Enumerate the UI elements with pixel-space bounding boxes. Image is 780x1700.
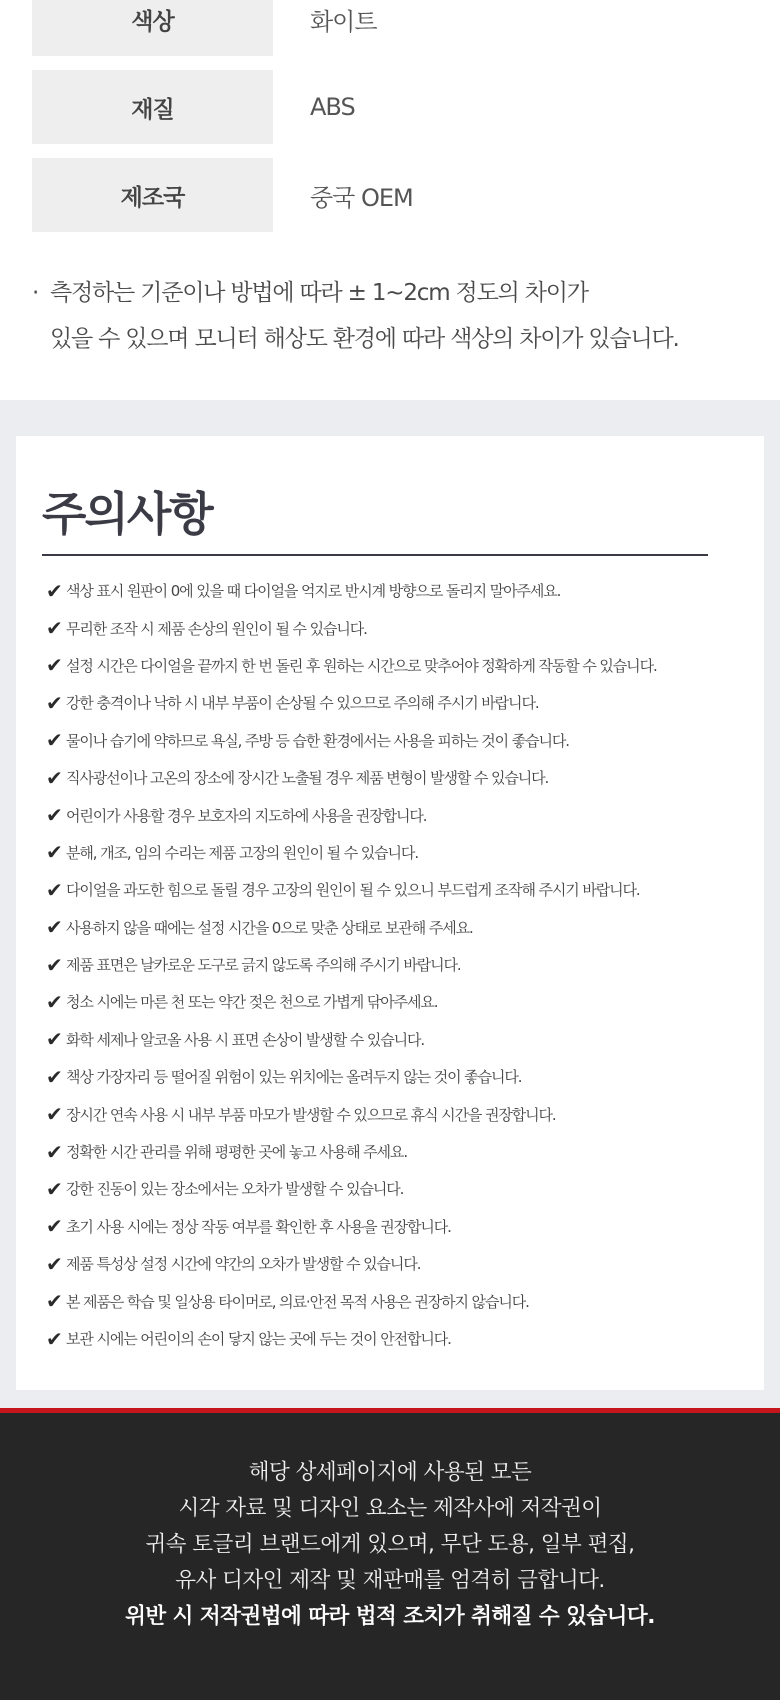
caution-item-text: 물이나 습기에 약하므로 욕실, 주방 등 습한 환경에서는 사용을 피하는 것이 좋습니다. — [66, 731, 569, 750]
caution-list — [46, 572, 657, 1357]
spec-row-origin — [32, 158, 732, 232]
spec-value-material: ABS — [310, 93, 355, 121]
caution-item-text: 다이얼을 과도한 힘으로 돌릴 경우 고장의 원인이 될 수 있으니 부드럽게 조작해 주시기 바랍니다. — [66, 881, 640, 900]
check-icon: ✔ — [46, 1102, 62, 1127]
caution-item-text: 초기 사용 시에는 정상 작동 여부를 확인한 후 사용을 권장합니다. — [66, 1217, 451, 1236]
caution-item — [46, 946, 657, 983]
check-icon: ✔ — [46, 1326, 62, 1351]
note-line-1: 측정하는 기준이나 방법에 따라 ± 1~2cm 정도의 차이가 — [50, 280, 588, 306]
check-icon: ✔ — [46, 915, 62, 940]
caution-item-text: 청소 시에는 마른 천 또는 약간 젖은 천으로 가볍게 닦아주세요. — [66, 993, 438, 1012]
caution-item — [46, 1245, 657, 1282]
check-icon: ✔ — [46, 803, 62, 828]
caution-item — [46, 722, 657, 759]
caution-item — [46, 983, 657, 1020]
check-icon: ✔ — [46, 690, 62, 715]
caution-item — [46, 759, 657, 796]
check-icon: ✔ — [46, 616, 62, 641]
note-bullet: · — [32, 280, 39, 306]
check-icon: ✔ — [46, 1064, 62, 1089]
caution-item-text: 장시간 연속 사용 시 내부 부품 마모가 발생할 수 있으므로 휴식 시간을 권장합니다. — [66, 1105, 556, 1124]
caution-item — [46, 871, 657, 908]
spec-label-origin: 제조국 — [32, 158, 273, 232]
caution-item — [46, 684, 657, 721]
caution-card — [16, 436, 764, 1390]
copyright-line-3: 귀속 토글리 브랜드에게 있으며, 무단 도용, 일부 편집, — [145, 1532, 635, 1557]
check-icon: ✔ — [46, 840, 62, 865]
caution-item-text: 화학 세제나 알코올 사용 시 표면 손상이 발생할 수 있습니다. — [66, 1030, 425, 1049]
copyright-line-2: 시각 자료 및 디자인 요소는 제작사에 저작권이 — [178, 1496, 602, 1521]
caution-item — [46, 572, 657, 609]
spec-section — [0, 0, 780, 400]
caution-item — [46, 796, 657, 833]
check-icon: ✔ — [46, 728, 62, 753]
copyright-footer — [0, 1408, 780, 1700]
check-icon: ✔ — [46, 578, 62, 603]
copyright-line-1: 해당 상세페이지에 사용된 모든 — [248, 1460, 532, 1485]
caution-item — [46, 1095, 657, 1132]
check-icon: ✔ — [46, 989, 62, 1014]
caution-item-text: 정확한 시간 관리를 위해 평평한 곳에 놓고 사용해 주세요. — [66, 1143, 407, 1162]
caution-item — [46, 909, 657, 946]
spec-value-color: 화이트 — [310, 7, 377, 36]
spec-row-color — [32, 0, 732, 56]
check-icon: ✔ — [46, 952, 62, 977]
spec-label-material: 재질 — [32, 70, 273, 144]
check-icon: ✔ — [46, 877, 62, 902]
caution-item — [46, 1208, 657, 1245]
caution-item-text: 책상 가장자리 등 떨어질 위험이 있는 위치에는 올려두지 않는 것이 좋습니다. — [66, 1068, 522, 1087]
check-icon: ✔ — [46, 653, 62, 678]
caution-item-text: 분해, 개조, 임의 수리는 제품 고장의 원인이 될 수 있습니다. — [66, 843, 418, 862]
caution-title: 주의사항 — [42, 487, 212, 541]
caution-item-text: 설정 시간은 다이얼을 끝까지 한 번 돌린 후 원하는 시간으로 맞추어야 정확하게 작동할 수 있습니다. — [66, 656, 657, 675]
caution-item-text: 보관 시에는 어린이의 손이 닿지 않는 곳에 두는 것이 안전합니다. — [66, 1330, 451, 1348]
caution-section — [0, 400, 780, 1408]
check-icon: ✔ — [46, 1139, 62, 1164]
copyright-line-4: 유사 디자인 제작 및 재판매를 엄격히 금합니다. — [175, 1568, 605, 1593]
caution-item-text: 본 제품은 학습 및 일상용 타이머로, 의료·안전 목적 사용은 권장하지 않습니다. — [66, 1292, 529, 1311]
caution-item — [46, 1021, 657, 1058]
check-icon: ✔ — [46, 765, 62, 790]
check-icon: ✔ — [46, 1027, 62, 1052]
caution-item — [46, 1133, 657, 1170]
check-icon: ✔ — [46, 1289, 62, 1314]
check-icon: ✔ — [46, 1251, 62, 1276]
note-line-2: 있을 수 있으며 모니터 해상도 환경에 따라 색상의 차이가 있습니다. — [50, 326, 679, 352]
caution-item-text: 무리한 조작 시 제품 손상의 원인이 될 수 있습니다. — [66, 619, 367, 638]
check-icon: ✔ — [46, 1176, 62, 1201]
caution-item-text: 어린이가 사용할 경우 보호자의 지도하에 사용을 권장합니다. — [66, 806, 427, 825]
caution-item-text: 강한 충격이나 낙하 시 내부 부품이 손상될 수 있으므로 주의해 주시기 바랍니다. — [66, 694, 539, 713]
caution-item-text: 강한 진동이 있는 장소에서는 오차가 발생할 수 있습니다. — [66, 1180, 404, 1199]
caution-item-text: 사용하지 않을 때에는 설정 시간을 0으로 맞춘 상태로 보관해 주세요. — [66, 918, 473, 937]
caution-divider — [42, 554, 708, 556]
caution-item-text: 색상 표시 원판이 0에 있을 때 다이얼을 억지로 반시계 방향으로 돌리지 말아주세요. — [66, 582, 561, 601]
caution-item-text: 직사광선이나 고온의 장소에 장시간 노출될 경우 제품 변형이 발생할 수 있습니다. — [66, 769, 549, 788]
spec-value-origin: 중국 OEM — [310, 183, 413, 212]
caution-item — [46, 647, 657, 684]
caution-item — [46, 1170, 657, 1207]
copyright-warning: 위반 시 저작권법에 따라 법적 조치가 취해질 수 있습니다. — [125, 1604, 655, 1629]
check-icon: ✔ — [46, 1214, 62, 1239]
caution-item — [46, 1058, 657, 1095]
measurement-note — [32, 270, 752, 362]
caution-item — [46, 609, 657, 646]
spec-row-material — [32, 70, 732, 144]
caution-item — [46, 1320, 657, 1357]
caution-item-text: 제품 특성상 설정 시간에 약간의 오차가 발생할 수 있습니다. — [66, 1255, 421, 1274]
caution-item — [46, 834, 657, 871]
caution-item — [46, 1282, 657, 1319]
caution-item-text: 제품 표면은 날카로운 도구로 긁지 않도록 주의해 주시기 바랍니다. — [66, 956, 461, 975]
spec-label-color: 색상 — [32, 0, 273, 56]
